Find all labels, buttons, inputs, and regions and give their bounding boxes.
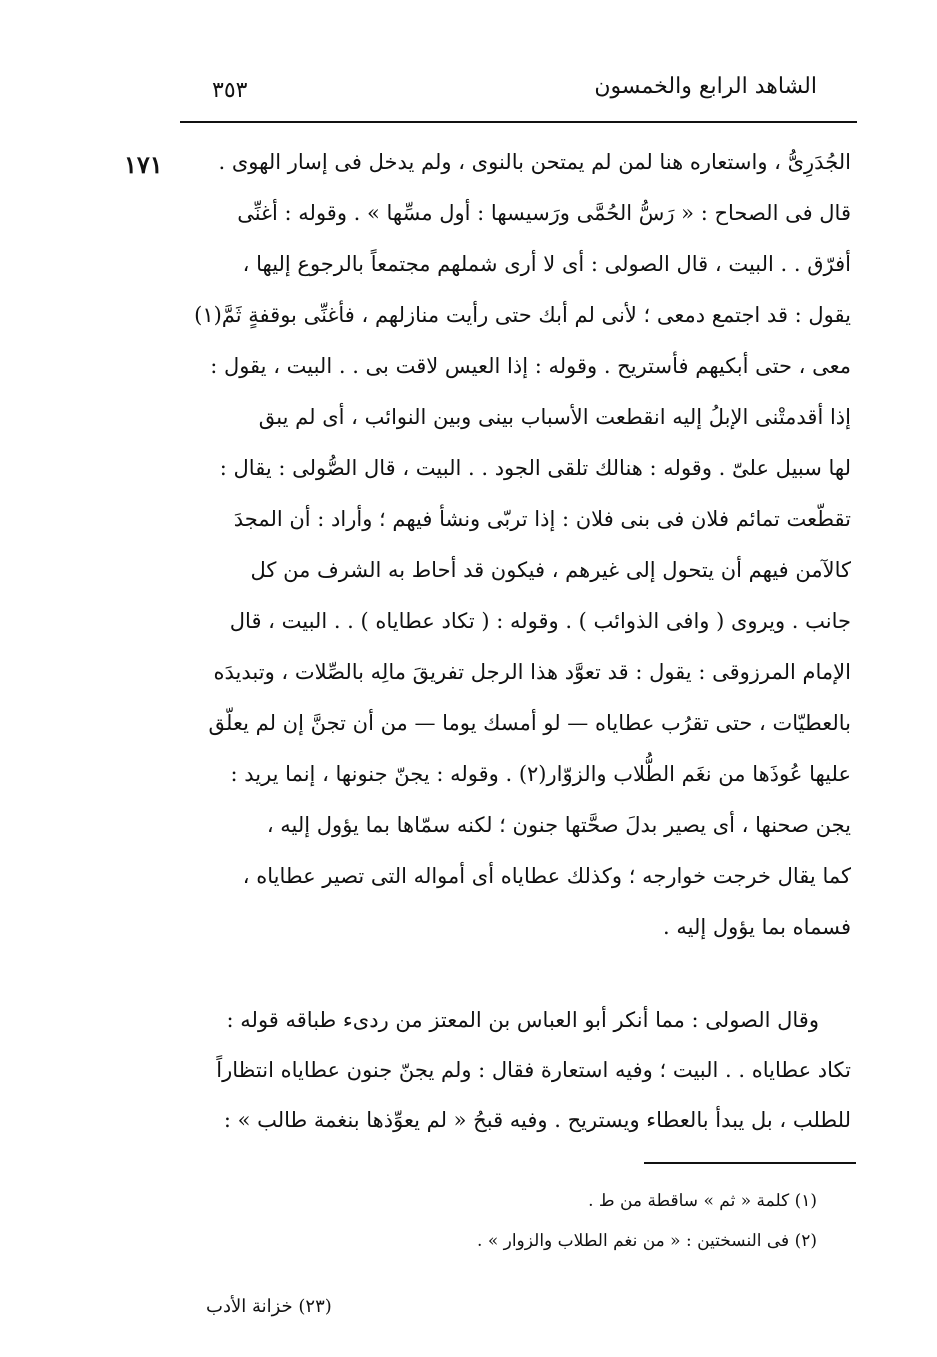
text-line: تكاد عطاياه . . البيت ؛ وفيه استعارة فقال : ولم يجنّ جنون عطاياه انتظاراً	[216, 1058, 851, 1082]
footnote-divider	[644, 1162, 856, 1164]
text-line: كالآمن فيهم أن يتحول إلى غيرهم ، فيكون قد أحاط به الشرف من كل	[250, 558, 851, 582]
body-paragraph-1	[167, 142, 851, 782]
text-line: عليها عُوذَها من نغَم الطُّلاب والزوّار(٢) . وقوله : يجنّ جنونها ، إنما يريد :	[230, 762, 851, 786]
text-line: جانب . ويروى ( وافى الذوائب ) . وقوله : ( تكاد عطاياه ) . . البيت ، قال	[229, 609, 851, 633]
text-line: يجن صحنها ، أى يصير بدلَ صحَّتها جنون ؛ لكنه سمّاها بما يؤول إليه ،	[266, 813, 851, 837]
text-line: بالعطيّات ، حتى تقرُب عطاياه — لو أمسك يوما — من أن تجنَّ إن لم يعلّق	[208, 711, 851, 735]
margin-verse-number: ١٧١	[124, 150, 163, 179]
text-line: فسماه بما يؤول إليه .	[663, 915, 851, 939]
text-line: تقطّعت تمائم فلان فى بنى فلان : إذا تربّى ونشأ فيهم ؛ وأراد : أن المجدَ	[233, 507, 851, 531]
text-line: إذا أقدمتْنى الإبلُ إليه انقطعت الأسباب بينى وبين النوائب ، أى لم يبق	[258, 405, 851, 429]
text-line: للطلب ، بل يبدأ بالعطاء ويستريح . وفيه قبحُ « لم يعوِّذها بنغمة طالب » :	[223, 1108, 851, 1132]
body-paragraph-2	[167, 1000, 851, 1140]
text-line: معى ، حتى أبكيهم فأستريح . وقوله : إذا العيس لاقت بى . . البيت ، يقول :	[210, 354, 851, 378]
footnote-1: (١) كلمة « ثم » ساقطة من ط .	[588, 1191, 817, 1211]
running-header-title: الشاهد الرابع والخمسون	[594, 74, 817, 99]
text-line: وقال الصولى : مما أنكر أبو العباس بن المعتز من ردىء طباقه قوله :	[226, 1008, 819, 1032]
header-divider	[180, 121, 857, 123]
body-paragraph-1-cont	[167, 754, 851, 974]
text-line: قال فى الصحاح : « رَسُّ الحُمَّى ورَسيسها : أول مسِّها » . وقوله : أغنِّى	[237, 201, 851, 225]
text-line: أفرّق . . البيت ، قال الصولى : أى لا أرى شملهم مجتمعاً بالرجوع إليها ،	[242, 252, 851, 276]
text-line: الإمام المرزوقى : يقول : قد تعوَّد هذا الرجل تفريقَ مالِه بالصِّلات ، وتبديدَه	[213, 660, 851, 684]
signature-mark: (٢٣) خزانة الأدب	[206, 1296, 332, 1317]
text-line: كما يقال خرجت خوارجه ؛ وكذلك عطاياه أى أمواله التى تصير عطاياه ،	[242, 864, 851, 888]
page-number: ٣٥٣	[212, 78, 248, 103]
footnote-2: (٢) فى النسختين : « من نغم الطلاب والزوار » .	[477, 1231, 817, 1251]
text-line: لها سبيل علىّ . وقوله : هنالك تلقى الجود . . البيت ، قال الصُّولى : يقال :	[219, 456, 851, 480]
text-line: الجُدَرِىُّ ، واستعاره هنا لمن لم يمتحن بالنوى ، ولم يدخل فى إسار الهوى .	[218, 150, 851, 174]
text-line: يقول : قد اجتمع دمعى ؛ لأنى لم أبك حتى رأيت منازلهم ، فأغنِّى بوقفةٍ ثَمَّ(١)	[194, 303, 851, 327]
